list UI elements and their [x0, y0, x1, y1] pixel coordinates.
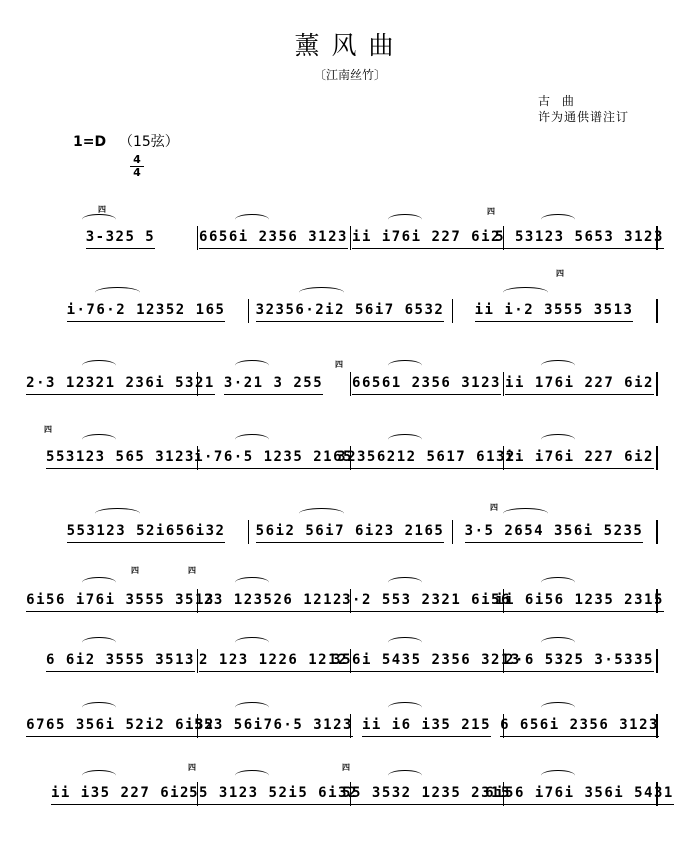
bar-line — [197, 649, 198, 673]
score-line — [44, 506, 656, 556]
measure — [48, 768, 193, 818]
slur-mark — [541, 770, 575, 781]
bar-line — [503, 372, 504, 396]
measure — [194, 432, 353, 482]
measure — [189, 768, 358, 818]
score-line — [26, 700, 659, 750]
measure-notes: 55 3123 52i5 6i32 — [189, 785, 358, 801]
score-line — [44, 285, 656, 335]
measure-notes: 56i2 56i7 6i23 2165 — [255, 523, 445, 539]
measure-notes: 5 53123 5653 3123 — [495, 229, 664, 245]
fingering-mark: 四 — [342, 763, 350, 772]
slur-mark — [299, 508, 344, 519]
slur-mark — [95, 508, 140, 519]
measure — [456, 285, 652, 335]
measure — [48, 285, 244, 335]
measure — [26, 700, 215, 750]
measure-notes: 55 3532 1235 2315 — [342, 785, 511, 801]
arranger-label: 许为通供谱注订 — [538, 110, 630, 124]
fingering-mark: 四 — [98, 205, 106, 214]
measure-notes: ii i6 i35 215 — [361, 717, 492, 733]
bar-line — [656, 446, 658, 470]
strings-count: （15弦） — [118, 134, 179, 150]
measure — [201, 212, 346, 262]
measure — [26, 358, 215, 408]
measure-notes: 32356·2i2 56i7 6532 — [255, 302, 445, 318]
measure-notes: 66561 2356 3123 — [352, 375, 501, 391]
slur-mark — [82, 577, 116, 588]
slur-mark — [388, 637, 422, 648]
bar-line — [656, 372, 658, 396]
measure-notes: 2 123 1226 1212 — [199, 652, 348, 668]
bar-line — [452, 299, 453, 323]
measure — [201, 575, 346, 625]
measure — [342, 768, 511, 818]
slur-mark — [503, 287, 548, 298]
key-signature — [73, 131, 179, 151]
time-signature — [130, 154, 144, 179]
bar-line — [248, 520, 249, 544]
author-label: 古 曲 — [538, 94, 578, 108]
slur-mark — [82, 770, 116, 781]
slur-mark — [235, 770, 269, 781]
time-numerator: 4 — [130, 154, 144, 167]
measure-notes: ii i76i 227 6i2 — [505, 449, 654, 465]
slur-mark — [541, 702, 575, 713]
measure-notes: 6765 356i 52i2 6i32 — [26, 717, 215, 733]
slur-mark — [388, 214, 422, 225]
slur-mark — [235, 637, 269, 648]
measure — [495, 575, 664, 625]
fingering-mark: 四 — [188, 763, 196, 772]
measure-notes: 32356212 5617 6132 — [337, 449, 516, 465]
measure-notes: 2·6 5325 3·5335 — [505, 652, 654, 668]
measure-notes: 6 656i 2356 3123 — [500, 717, 659, 733]
measure-notes: 553123 565 3123 — [46, 449, 195, 465]
bar-line — [656, 299, 658, 323]
measure — [194, 700, 353, 750]
measure-notes: 3·2 553 2321 6i56 — [342, 592, 511, 608]
measure — [456, 506, 652, 556]
bar-line — [656, 714, 658, 738]
fingering-mark: 四 — [556, 269, 564, 278]
slur-mark — [541, 577, 575, 588]
bar-line — [656, 649, 658, 673]
measure — [48, 635, 193, 685]
time-denominator: 4 — [133, 166, 141, 179]
measure-notes: 3-325 5 — [85, 229, 156, 245]
slur-mark — [388, 434, 422, 445]
slur-mark — [82, 434, 116, 445]
measure-notes: 6i56 i76i 3555 3513 — [26, 592, 215, 608]
slur-mark — [299, 287, 344, 298]
bar-line — [656, 782, 658, 806]
slur-mark — [235, 434, 269, 445]
measure — [354, 700, 499, 750]
measure — [495, 212, 664, 262]
bar-line — [350, 372, 351, 396]
measure-notes: 553 56i76·5 3123 — [194, 717, 353, 733]
measure — [48, 432, 193, 482]
bar-line — [656, 589, 658, 613]
slur-mark — [388, 702, 422, 713]
measure — [507, 432, 652, 482]
measure — [500, 700, 659, 750]
slur-mark — [388, 770, 422, 781]
bar-line — [452, 520, 453, 544]
measure-notes: ii i·2 3555 3513 — [474, 302, 634, 318]
measure — [337, 432, 516, 482]
measure-notes: ii 176i 227 6i2 — [505, 375, 654, 391]
measure-notes: 3·21 3 255 — [223, 375, 324, 391]
bar-line — [350, 226, 351, 250]
slur-mark — [82, 214, 116, 225]
measure-notes: 23 123526 1212 — [203, 592, 343, 608]
bar-line — [503, 649, 504, 673]
slur-mark — [541, 214, 575, 225]
bar-line — [248, 299, 249, 323]
measure-notes: i·76·5 1235 2165 — [194, 449, 353, 465]
fingering-mark: 四 — [335, 360, 343, 369]
measure — [485, 768, 674, 818]
slur-mark — [82, 360, 116, 371]
slur-mark — [388, 577, 422, 588]
slur-mark — [541, 637, 575, 648]
fingering-mark: 四 — [44, 425, 52, 434]
score-line — [26, 358, 656, 408]
measure-notes: 6 6i2 3555 3513 — [46, 652, 195, 668]
slur-mark — [82, 702, 116, 713]
slur-mark — [541, 360, 575, 371]
key-value: 1=D — [73, 134, 107, 150]
measure — [26, 575, 215, 625]
measure — [48, 212, 193, 262]
score-line — [26, 575, 664, 625]
bar-line — [350, 714, 351, 738]
slur-mark — [388, 360, 422, 371]
slur-mark — [503, 508, 548, 519]
bar-line — [656, 226, 658, 250]
measure — [201, 635, 346, 685]
bar-line — [197, 226, 198, 250]
score-line — [44, 635, 656, 685]
measure — [252, 506, 448, 556]
fingering-mark: 四 — [490, 503, 498, 512]
slur-mark — [541, 434, 575, 445]
slur-mark — [235, 214, 269, 225]
genre-subtitle: 〔江南丝竹〕 — [313, 68, 386, 82]
fingering-mark: 四 — [131, 566, 139, 575]
measure-notes: i·76·2 12352 165 — [66, 302, 226, 318]
measure-notes: 6656i 2356 3123 — [199, 229, 348, 245]
measure — [48, 506, 244, 556]
slur-mark — [95, 287, 140, 298]
score-line — [44, 212, 664, 262]
measure-notes: 356i 5435 2356 3213 — [332, 652, 521, 668]
piece-title: 薰风曲 — [294, 31, 406, 60]
score-line — [44, 768, 674, 818]
slur-mark — [82, 637, 116, 648]
measure — [354, 212, 499, 262]
measure — [332, 635, 521, 685]
fingering-mark: 四 — [188, 566, 196, 575]
measure — [507, 635, 652, 685]
measure — [252, 285, 448, 335]
measure-notes: ii 6i56 1235 2315 — [495, 592, 664, 608]
measure — [201, 358, 346, 408]
bar-line — [197, 589, 198, 613]
measure-notes: 3·5 2654 356i 5235 — [464, 523, 644, 539]
measure-notes: 6i56 i76i 356i 5431 — [485, 785, 674, 801]
measure — [342, 575, 511, 625]
bar-line — [503, 446, 504, 470]
bar-line — [656, 520, 658, 544]
score-line — [44, 432, 656, 482]
bar-line — [197, 372, 198, 396]
slur-mark — [235, 360, 269, 371]
measure-notes: ii i35 227 6i2 — [50, 785, 190, 801]
slur-mark — [235, 577, 269, 588]
measure-notes: 553123 52i656i32 — [66, 523, 226, 539]
measure-notes: ii i76i 227 6i2 — [352, 229, 501, 245]
measure — [507, 358, 652, 408]
slur-mark — [235, 702, 269, 713]
fingering-mark: 四 — [487, 207, 495, 216]
measure-notes: 2·3 12321 236i 5321 — [26, 375, 215, 391]
measure — [354, 358, 499, 408]
